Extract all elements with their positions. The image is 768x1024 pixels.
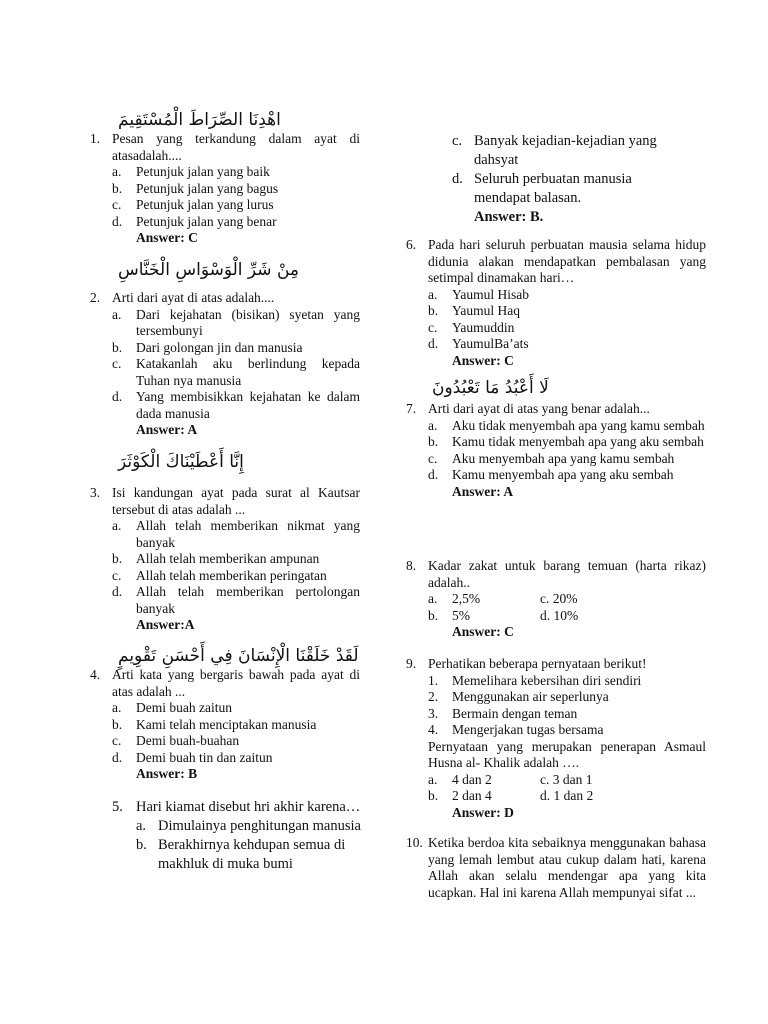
option-a: a. Petunjuk jalan yang baik — [112, 164, 270, 179]
answer: Answer: B. — [474, 209, 544, 225]
answer: Answer: A — [136, 422, 198, 437]
question-number: 2. — [90, 290, 101, 305]
option-d: d. Allah telah memberikan pertolongan banyak — [112, 584, 360, 616]
option-a: a. Demi buah zaitun — [112, 700, 232, 715]
arabic-verse-4: لَقَدْ خَلَقْنَا الْإِنْسَانَ فِي أَحْسَنِ تَقْوِيمٍ — [118, 646, 359, 666]
answer: Answer: D — [452, 804, 514, 820]
question-stem: Hari kiamat disebut hri akhir karena… — [136, 799, 361, 815]
option-c: c. Petunjuk jalan yang lurus — [112, 197, 274, 212]
question-stem: Ketika berdoa kita sebaiknya menggunakan bahasa yang lemah lembut atau cukup dalam hati, karena Allah akan selalu mendengar apa yang kita ucapkan. Hal ini karena Allah mempunyai sifat ... — [428, 835, 706, 900]
question-5 — [112, 798, 362, 874]
arabic-verse-1: اهْدِنَا الصِّرَاطَ الْمُسْتَقِيمَ — [118, 110, 281, 130]
question-number: 9. — [406, 656, 417, 671]
statement-4: 4. Mengerjakan tugas bersama — [428, 722, 604, 737]
question-stem: Kadar zakat untuk barang temuan (harta rikaz) adalah.. — [428, 558, 706, 590]
question-stem: Isi kandungan ayat pada surat al Kautsar tersebut di atas adalah ... — [112, 485, 360, 517]
question-number: 7. — [406, 401, 417, 416]
option-b: b. Yaumul Haq — [428, 303, 521, 318]
question-8 — [406, 558, 706, 641]
option-a: a. Allah telah memberikan nikmat yang banyak — [112, 518, 360, 550]
statement-3: 3. Bermain dengan teman — [428, 705, 578, 721]
option-c: c. Allah telah memberikan peringatan — [112, 567, 327, 583]
question-4 — [90, 667, 360, 783]
options-row-1: a. 4 dan 2 c. 3 dan 1 — [428, 771, 593, 787]
question-stem: Arti dari ayat di atas yang benar adalah... — [428, 401, 650, 416]
answer: Answer: C — [136, 230, 198, 245]
answer: Answer: C — [452, 352, 514, 368]
question-10 — [406, 835, 706, 901]
question-3 — [90, 485, 360, 634]
options-row-2: b. 5% d. 10% — [428, 607, 579, 623]
option-c: c. Katakanlah aku berlindung kepada Tuhan nya manusia — [112, 356, 360, 388]
question-5-continued — [452, 132, 682, 227]
arabic-verse-2: مِنْ شَرِّ الْوَسْوَاسِ الْخَنَّاسِ — [118, 260, 300, 280]
option-d: d. Seluruh perbuatan manusia mendapat balasan. — [452, 171, 632, 206]
question-2 — [90, 290, 360, 439]
option-a: a. Aku tidak menyembah apa yang kamu sembah — [428, 417, 705, 433]
arabic-verse-7: لَا أَعْبُدُ مَا تَعْبُدُونَ — [432, 378, 549, 398]
question-9 — [406, 656, 706, 821]
option-d: d. Demi buah tin dan zaitun — [112, 749, 273, 765]
question-number: 6. — [406, 237, 417, 252]
question-stem: Pesan yang terkandung dalam ayat di atasadalah.... — [112, 131, 360, 163]
option-c: c. Aku menyembah apa yang kamu sembah — [428, 450, 675, 466]
option-b: b. Allah telah memberikan ampunan — [112, 551, 320, 566]
question-stem: Pada hari seluruh perbuatan mausia selama hidup didunia alakan mendapatkan pembalasan yang setimpal dinamakan hari… — [428, 237, 706, 285]
question-stem: Arti kata yang bergaris bawah pada ayat di atas adalah ... — [112, 667, 360, 699]
answer: Answer: A — [452, 483, 514, 499]
option-c: c. Banyak kejadian-kejadian yang dahsyat — [452, 133, 657, 168]
statement-1: 1. Memelihara kebersihan diri sendiri — [428, 672, 642, 688]
option-b: b. Kami telah menciptakan manusia — [112, 716, 317, 732]
question-number: 3. — [90, 485, 101, 500]
arabic-verse-3: إِنَّا أَعْطَيْنَاكَ الْكَوْثَرَ — [118, 452, 244, 472]
options-row-1: a. 2,5% c. 20% — [428, 591, 578, 606]
answer: Answer:A — [136, 617, 195, 632]
question-7 — [406, 401, 706, 500]
option-d: d. Petunjuk jalan yang benar — [112, 213, 277, 229]
option-d: d. YaumulBa’ats — [428, 336, 529, 351]
options-row-2: b. 2 dan 4 d. 1 dan 2 — [428, 788, 594, 803]
option-b: b. Berakhirnya kehdupan semua di makhluk di muka bumi — [136, 837, 346, 872]
question-number: 8. — [406, 558, 417, 573]
question-stem-2: Pernyataan yang merupakan penerapan Asmaul Husna al- Khalik adalah …. — [428, 738, 706, 770]
option-c: c. Demi buah-buahan — [112, 733, 240, 748]
option-a: a. Dimulainya penghitungan manusia — [136, 818, 361, 834]
option-b: b. Kamu tidak menyembah apa yang aku sembah — [428, 434, 704, 449]
option-d: d. Kamu menyembah apa yang aku sembah — [428, 467, 674, 482]
question-1 — [90, 131, 360, 247]
question-6 — [406, 237, 706, 369]
question-number: 4. — [90, 667, 101, 682]
option-b: b. Dari golongan jin dan manusia — [112, 339, 303, 355]
option-c: c. Yaumuddin — [428, 319, 515, 335]
answer: Answer: B — [136, 766, 198, 781]
option-a: a. Yaumul Hisab — [428, 286, 530, 302]
statement-2: 2. Menggunakan air seperlunya — [428, 689, 609, 704]
option-d: d. Yang membisikkan kejahatan ke dalam dada manusia — [112, 389, 360, 421]
question-number: 10. — [406, 835, 423, 850]
option-a: a. Dari kejahatan (bisikan) syetan yang tersembunyi — [112, 306, 360, 338]
question-number: 1. — [90, 131, 101, 146]
option-b: b. Petunjuk jalan yang bagus — [112, 180, 279, 196]
question-stem: Perhatikan beberapa pernyataan berikut! — [428, 656, 647, 671]
answer: Answer: C — [452, 624, 514, 639]
question-stem: Arti dari ayat di atas adalah.... — [112, 290, 275, 305]
question-number: 5. — [112, 799, 123, 815]
